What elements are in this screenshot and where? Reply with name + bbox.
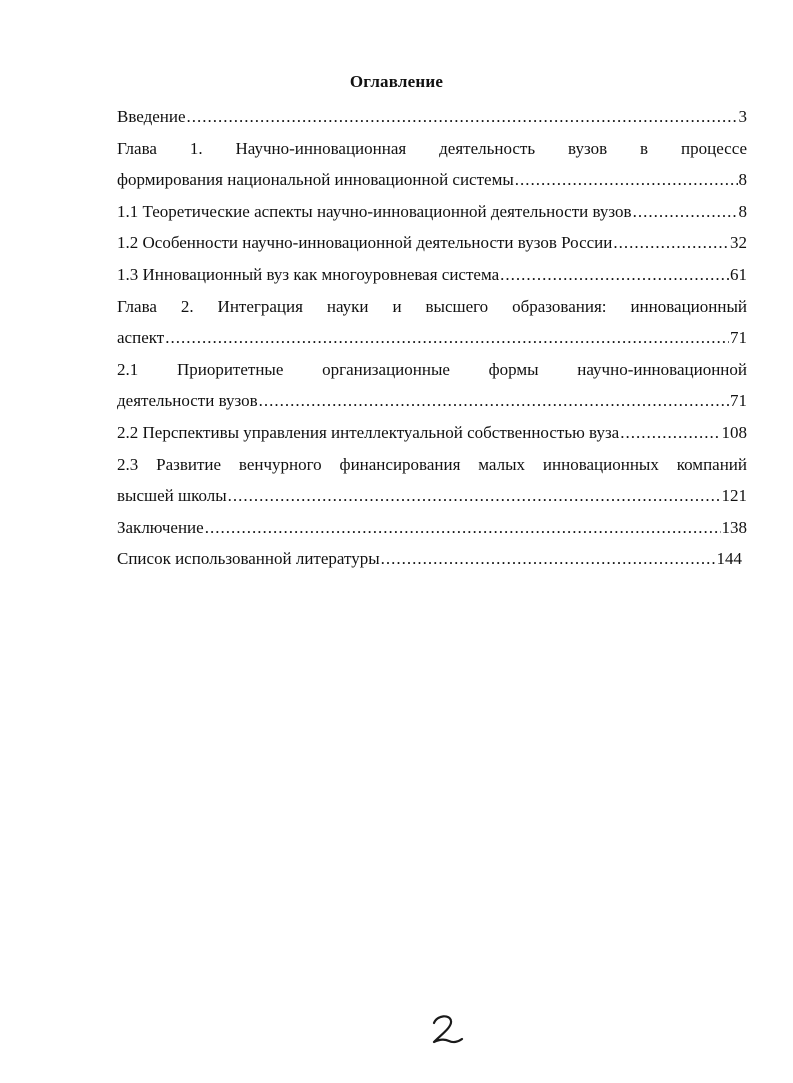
toc-entry-chapter-2 [117, 291, 747, 354]
toc-entry-line-2 [117, 164, 747, 196]
dot-leader [613, 227, 729, 259]
toc-entry-section-2-1 [117, 354, 747, 417]
toc-entry-label-line-2: деятельности вузов [117, 391, 258, 411]
dot-leader [205, 512, 721, 544]
toc-entry-label-line-1: 2.1 Приоритетные организационные формы научно-инновационной [117, 359, 747, 379]
toc-entry-label: Введение [117, 107, 186, 126]
toc-entry-label-line-1: 2.3 Развитие венчурного финансирования малых инновационных компаний [117, 454, 747, 474]
handwritten-page-number [428, 1012, 468, 1048]
toc-entry-label-line-1: Глава 2. Интеграция науки и высшего образования: инновационный [117, 296, 747, 316]
toc-entry-introduction [117, 101, 747, 133]
toc-entry-label: 2.2 Перспективы управления интеллектуальной собственностью вуза [117, 422, 620, 442]
toc-entry-page: 3 [738, 107, 747, 126]
toc-entry-line-2 [117, 385, 747, 417]
dot-leader [381, 543, 716, 575]
toc-entry-label-line-1: Глава 1. Научно-инновационная деятельность вузов в процессе [117, 138, 747, 158]
toc-entry-conclusion [117, 512, 747, 544]
toc-entry-page: 71 [730, 391, 747, 411]
toc-entry-label: 1.2 Особенности научно-инновационной деятельности вузов России [117, 233, 613, 253]
toc-entry-line-2 [117, 480, 747, 512]
toc-entry-label: Заключение [117, 517, 204, 537]
table-of-contents [117, 101, 747, 575]
toc-entry-section-1-2 [117, 227, 747, 259]
toc-entry-page: 8 [738, 201, 747, 221]
toc-entry-section-1-1 [117, 196, 747, 228]
toc-entry-page: 121 [721, 486, 747, 506]
dot-leader [515, 164, 738, 196]
toc-entry-page: 108 [721, 422, 747, 442]
toc-entry-section-1-3 [117, 259, 747, 291]
dot-leader [259, 385, 729, 417]
toc-entry-label: 1.3 Инновационный вуз как многоуровневая система [117, 264, 500, 284]
toc-entry-chapter-1 [117, 133, 747, 196]
toc-entry-section-2-3 [117, 449, 747, 512]
dot-leader [228, 480, 721, 512]
dot-leader [165, 322, 729, 354]
toc-entry-page: 144 [716, 549, 742, 569]
toc-entry-page: 32 [730, 233, 747, 253]
toc-entry-label-line-2: формирования национальной инновационной системы [117, 170, 514, 190]
toc-entry-page: 138 [721, 517, 747, 537]
dot-leader [620, 417, 720, 449]
dot-leader [633, 196, 738, 228]
toc-entry-page: 61 [730, 264, 747, 284]
toc-entry-label-line-2: высшей школы [117, 486, 227, 506]
toc-entry-label: Список использованной литературы [117, 549, 380, 569]
toc-entry-page: 71 [730, 328, 747, 348]
toc-entry-line-2 [117, 322, 747, 354]
toc-entry-page: 8 [738, 170, 747, 190]
toc-entry-label-line-2: аспект [117, 328, 165, 348]
dot-leader [500, 259, 729, 291]
toc-entry-section-2-2 [117, 417, 747, 449]
toc-title: Оглавление [349, 72, 444, 91]
dot-leader [187, 101, 738, 133]
toc-entry-label: 1.1 Теоретические аспекты научно-инновационной деятельности вузов [117, 201, 632, 221]
toc-entry-bibliography [117, 543, 742, 575]
